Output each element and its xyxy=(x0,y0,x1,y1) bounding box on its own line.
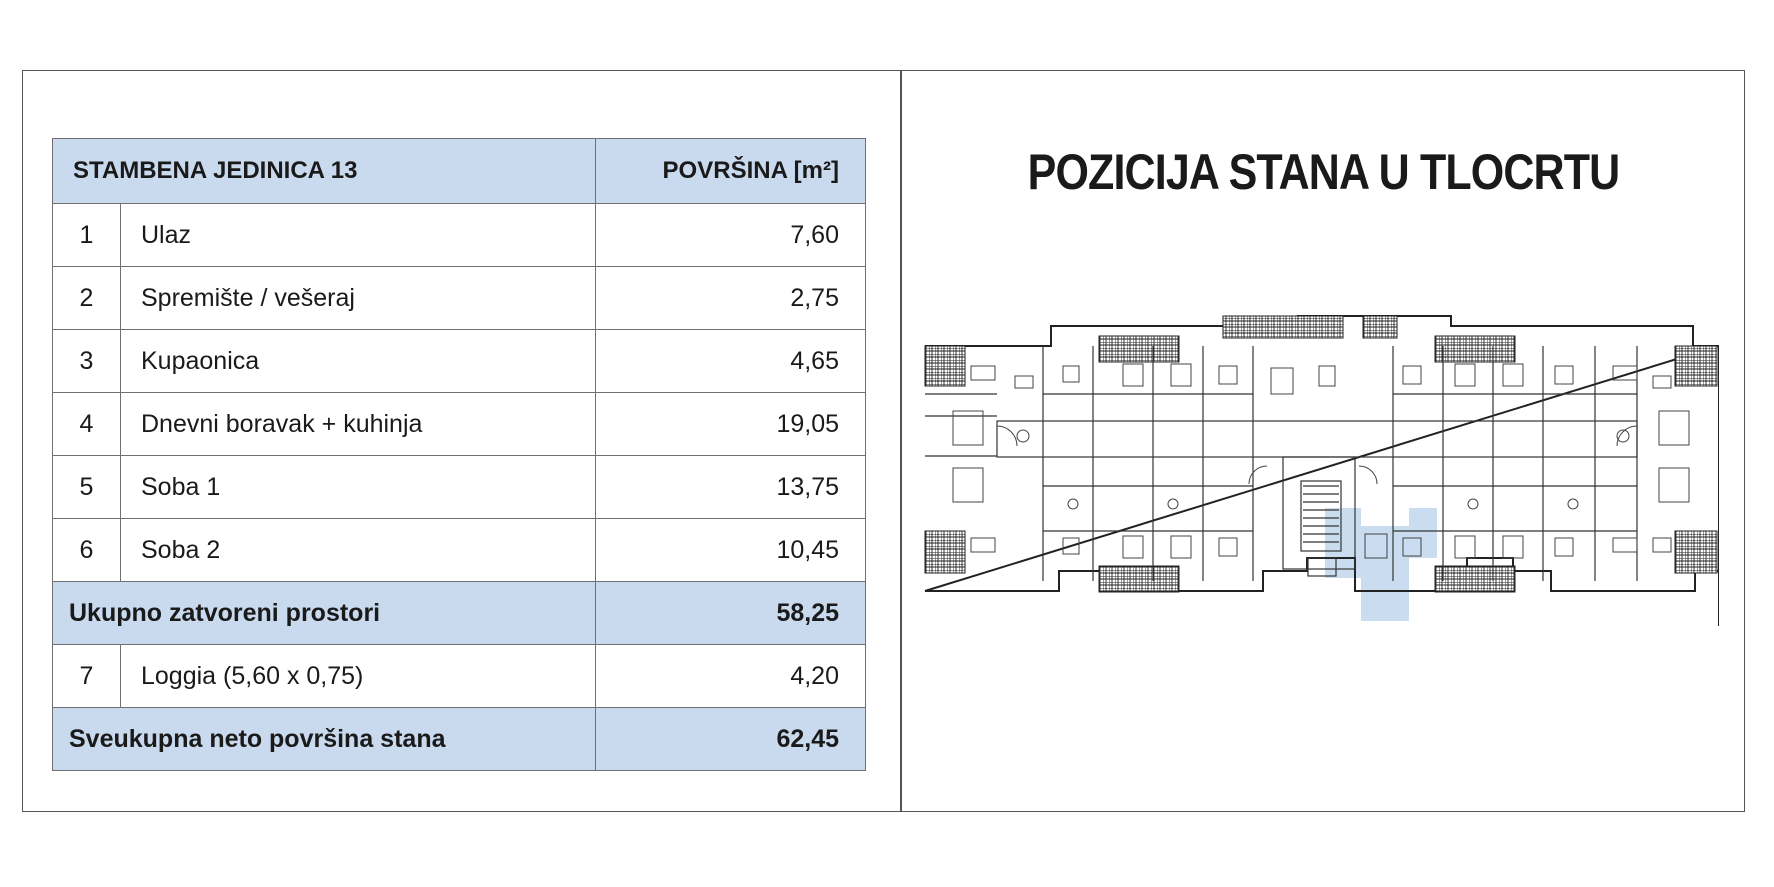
floor-plan-drawing xyxy=(923,276,1719,626)
room-name: Ulaz xyxy=(121,204,596,267)
row-number: 6 xyxy=(53,519,121,582)
row-number: 2 xyxy=(53,267,121,330)
row-number: 4 xyxy=(53,393,121,456)
table-row xyxy=(53,393,866,456)
room-area: 4,65 xyxy=(596,330,866,393)
subtotal-area: 58,25 xyxy=(596,582,866,645)
room-name: Loggia (5,60 x 0,75) xyxy=(121,645,596,708)
header-area-label: POVRŠINA [m²] xyxy=(596,139,866,204)
room-area: 13,75 xyxy=(596,456,866,519)
room-area: 2,75 xyxy=(596,267,866,330)
room-area: 7,60 xyxy=(596,204,866,267)
total-row xyxy=(53,708,866,771)
row-number: 3 xyxy=(53,330,121,393)
plan-title: POZICIJA STANA U TLOCRTU xyxy=(1027,144,1620,200)
sheet-frame xyxy=(22,70,1745,812)
row-number: 1 xyxy=(53,204,121,267)
room-name: Kupaonica xyxy=(121,330,596,393)
room-name: Soba 2 xyxy=(121,519,596,582)
room-name: Soba 1 xyxy=(121,456,596,519)
table-row xyxy=(53,204,866,267)
subtotal-label: Ukupno zatvoreni prostori xyxy=(53,582,596,645)
row-number: 7 xyxy=(53,645,121,708)
subtotal-row xyxy=(53,582,866,645)
sheet-divider xyxy=(900,71,902,811)
header-title: STAMBENA JEDINICA 13 xyxy=(53,139,596,204)
table-row xyxy=(53,645,866,708)
row-number: 5 xyxy=(53,456,121,519)
table-row xyxy=(53,330,866,393)
total-area: 62,45 xyxy=(596,708,866,771)
table-header-row xyxy=(53,139,866,204)
room-area: 10,45 xyxy=(596,519,866,582)
table-row xyxy=(53,519,866,582)
highlighted-unit xyxy=(1325,508,1437,621)
room-area: 19,05 xyxy=(596,393,866,456)
room-name: Spremište / vešeraj xyxy=(121,267,596,330)
table-row xyxy=(53,456,866,519)
room-area: 4,20 xyxy=(596,645,866,708)
room-name: Dnevni boravak + kuhinja xyxy=(121,393,596,456)
area-table xyxy=(52,138,866,771)
total-label: Sveukupna neto površina stana xyxy=(53,708,596,771)
table-row xyxy=(53,267,866,330)
